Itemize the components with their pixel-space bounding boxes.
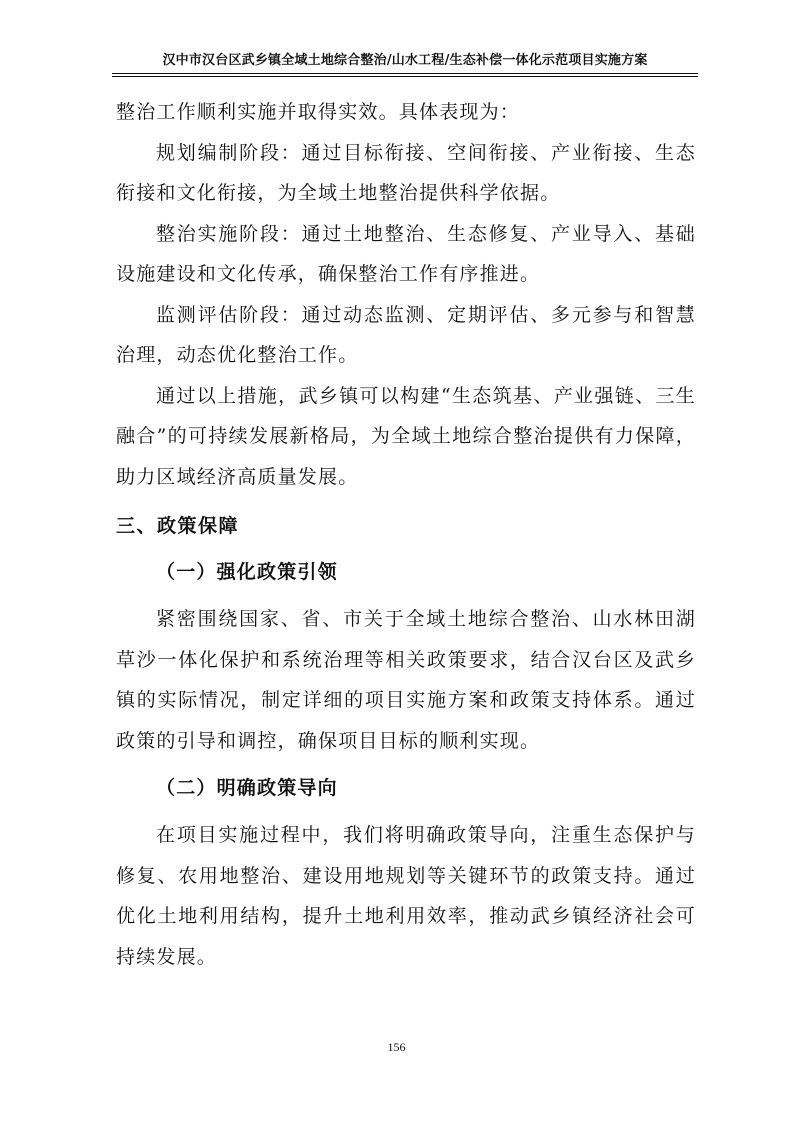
paragraph-policy-leadership: 紧密围绕国家、省、市关于全域土地综合整治、山水林田湖草沙一体化保护和系统治理等相关政策要求，结合汉台区及武乡镇的实际情况，制定详细的项目实施方案和政策支持体系。通过政策的引导和调控，确保项目目标的顺利实现。: [116, 608, 696, 752]
paragraph-policy-orientation: 在项目实施过程中，我们将明确政策导向，注重生态保护与修复、农用地整治、建设用地规划等关键环节的政策支持。通过优化土地利用结构，提升土地利用效率，推动武乡镇经济社会可持续发展。: [116, 824, 696, 968]
subsection-heading-policy-leadership: （一）强化政策引领: [156, 561, 338, 583]
document-body: [116, 92, 696, 977]
section-heading-policy-guarantee: 三、政策保障: [116, 515, 240, 537]
header-rule: [112, 73, 698, 77]
paragraph-implementation-stage: 整治实施阶段：通过土地整治、生态修复、产业导入、基础设施建设和文化传承，确保整治工作有序推进。: [116, 222, 696, 285]
subsection-heading-policy-orientation: （二）明确政策导向: [156, 777, 338, 799]
paragraph-planning-stage: 规划编制阶段：通过目标衔接、空间衔接、产业衔接、生态衔接和文化衔接，为全域土地整治提供科学依据。: [116, 141, 696, 204]
running-header: 汉中市汉台区武乡镇全域土地综合整治/山水工程/生态补偿一体化示范项目实施方案: [162, 53, 648, 68]
paragraph-summary: 通过以上措施，武乡镇可以构建“生态筑基、产业强链、三生融合”的可持续发展新格局，为全域土地综合整治提供有力保障，助力区域经济高质量发展。: [116, 384, 696, 488]
paragraph-continuation: 整治工作顺利实施并取得实效。具体表现为：: [116, 101, 521, 123]
page-number: 156: [387, 1040, 406, 1054]
paragraph-monitoring-stage: 监测评估阶段：通过动态监测、定期评估、多元参与和智慧治理，动态优化整治工作。: [116, 303, 696, 366]
